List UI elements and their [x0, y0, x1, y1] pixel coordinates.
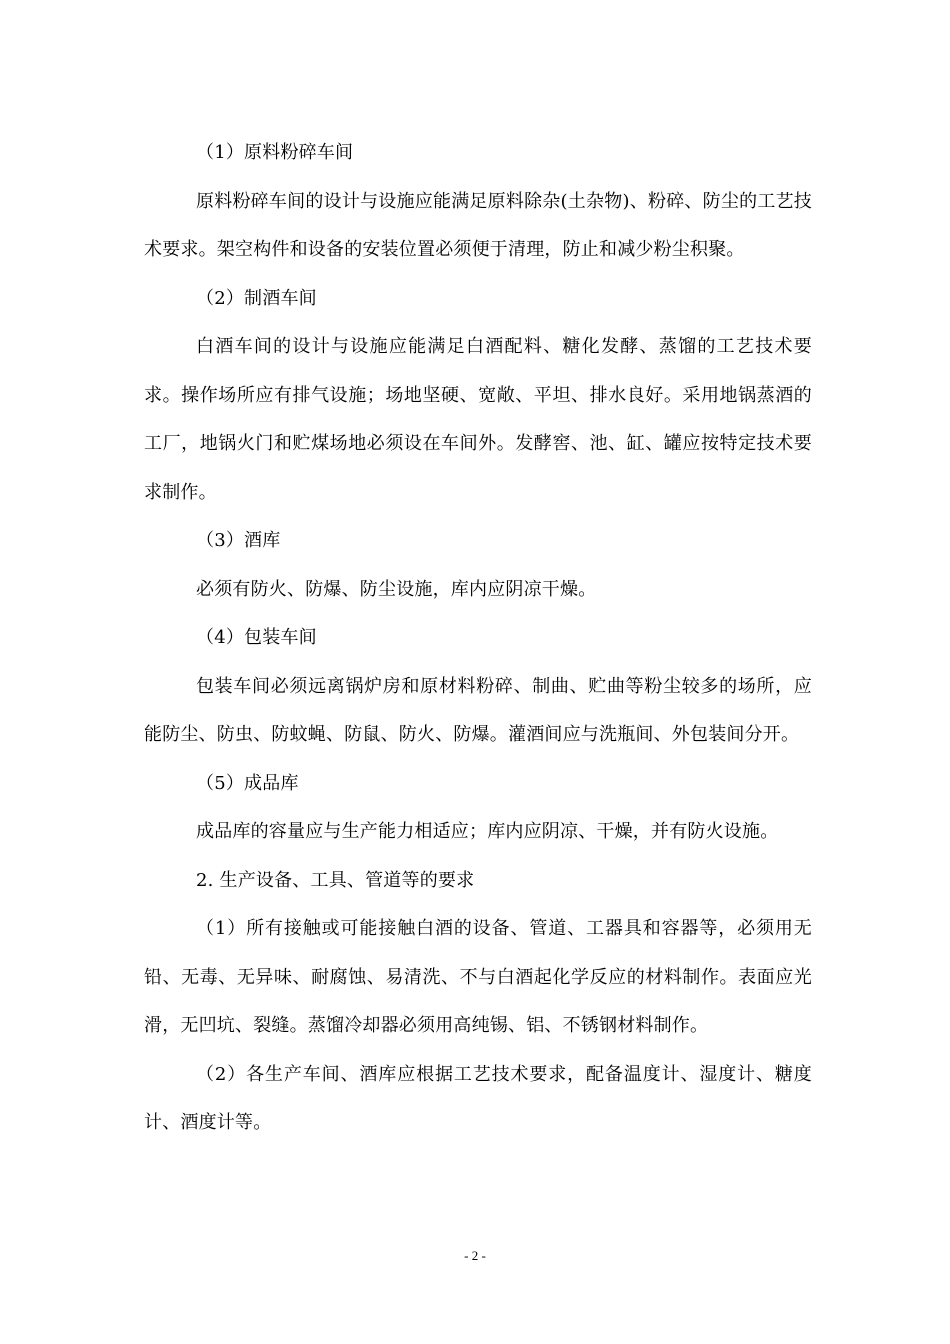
- page-number: - 2 -: [464, 1248, 486, 1263]
- section-heading-equipment-requirements: 2. 生产设备、工具、管道等的要求: [196, 869, 475, 891]
- paragraph-packaging-requirements: 包装车间必须远离锅炉房和原材料粉碎、制曲、贮曲等粉尘较多的场所，应能防尘、防虫、防蚊蝇、防鼠、防火、防爆。灌酒间应与洗瓶间、外包装间分开。: [144, 675, 812, 745]
- paragraph-liquor-making-requirements: 白酒车间的设计与设施应能满足白酒配料、糖化发酵、蒸馏的工艺技术要求。操作场所应有排气设施；场地坚硬、宽敞、平坦、排水良好。采用地锅蒸酒的工厂，地锅火门和贮煤场地必须设在车间外。发酵窖、池、缸、罐应按特定技术要求制作。: [144, 336, 812, 503]
- paragraph-raw-material-crushing-requirements: 原料粉碎车间的设计与设施应能满足原料除杂(土杂物)、粉碎、防尘的工艺技术要求。架空构件和设备的安装位置必须便于清理，防止和减少粉尘积聚。: [144, 190, 812, 260]
- heading-packaging-workshop: （4）包装车间: [196, 627, 317, 648]
- heading-liquor-warehouse: （3）酒库: [196, 530, 281, 551]
- heading-finished-goods-warehouse: （5）成品库: [196, 772, 299, 794]
- paragraph-finished-goods-requirements: 成品库的容量应与生产能力相适应；库内应阴凉、干燥，并有防火设施。: [196, 821, 779, 842]
- document-body: [144, 129, 812, 1148]
- paragraph-liquor-warehouse-requirements: 必须有防火、防爆、防尘设施，库内应阴凉干燥。: [196, 578, 597, 600]
- heading-liquor-making-workshop: （2）制酒车间: [196, 287, 317, 309]
- paragraph-equipment-materials: （1）所有接触或可能接触白酒的设备、管道、工器具和容器等，必须用无铅、无毒、无异味、耐腐蚀、易清洗、不与白酒起化学反应的材料制作。表面应光滑，无凹坑、裂缝。蒸馏冷却器必须用高纯锡、铝、不锈钢材料制作。: [144, 918, 812, 1036]
- paragraph-measuring-instruments: （2）各生产车间、酒库应根据工艺技术要求，配备温度计、湿度计、糖度计、酒度计等。: [144, 1063, 812, 1133]
- heading-raw-material-crushing-workshop: （1）原料粉碎车间: [196, 142, 354, 163]
